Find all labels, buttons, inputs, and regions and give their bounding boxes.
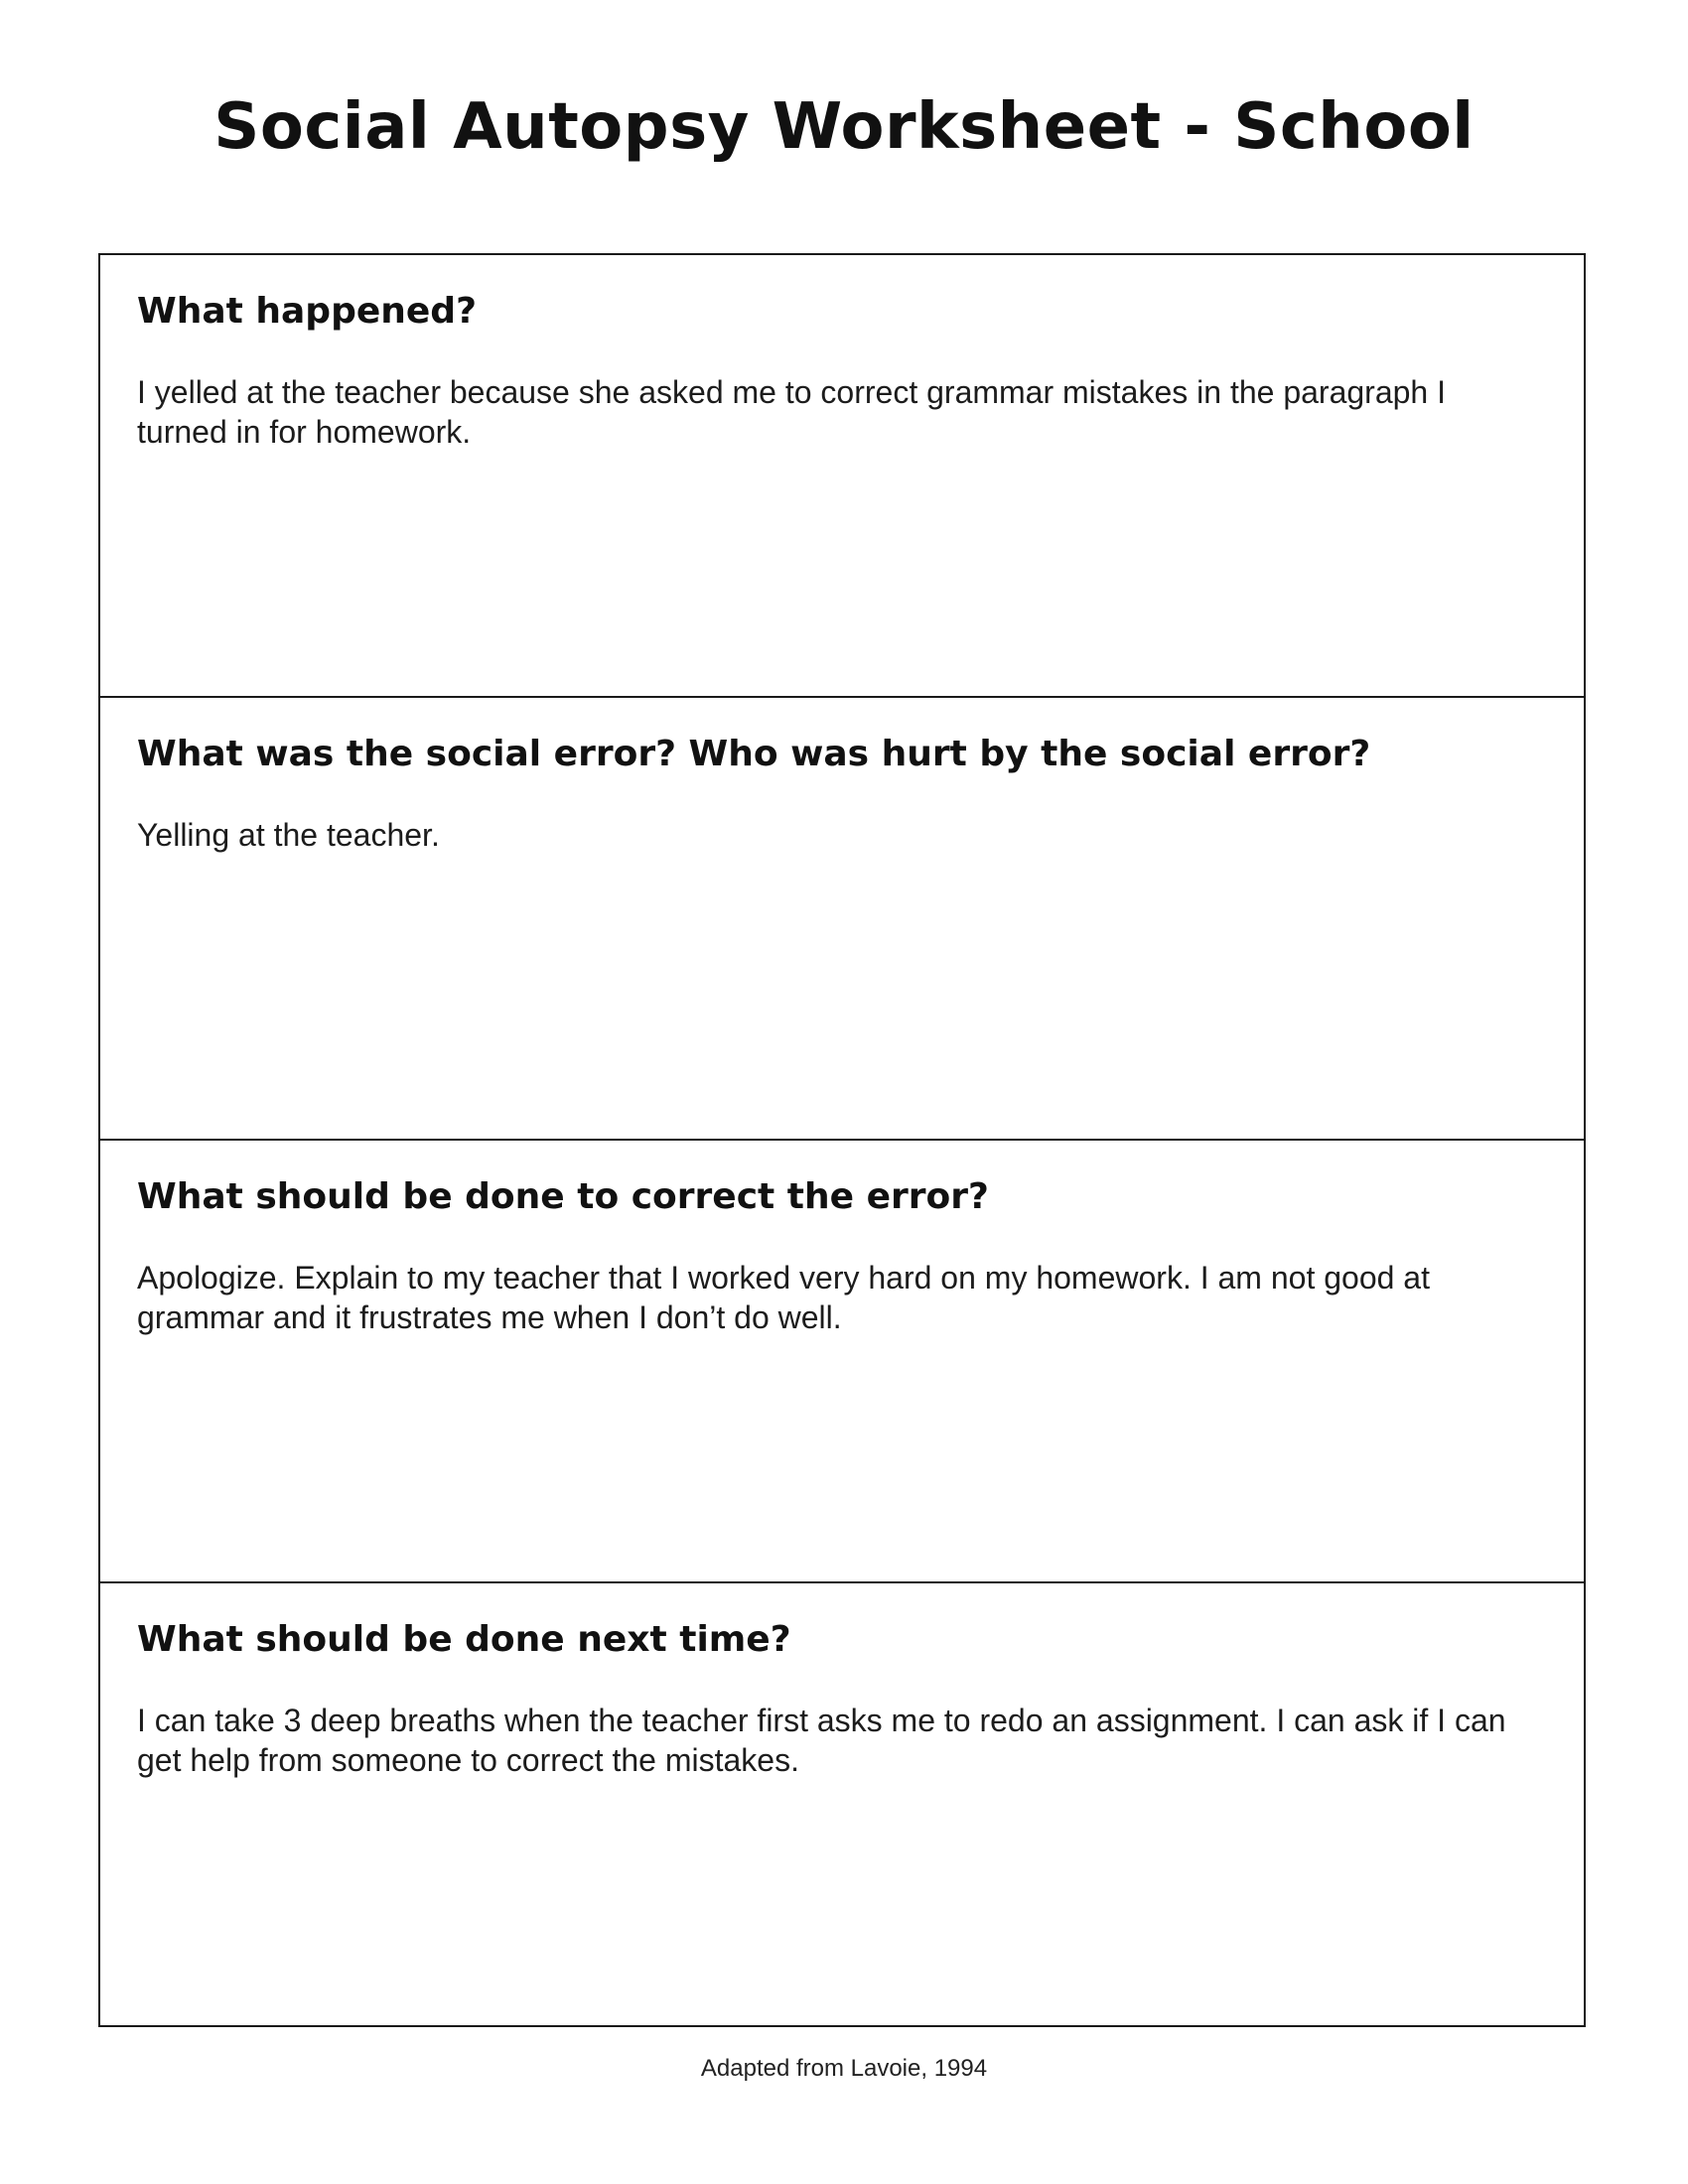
section-next-time xyxy=(100,1583,1584,2026)
question-heading: What happened? xyxy=(137,291,477,332)
answer-text: I can take 3 deep breaths when the teacher first asks me to redo an assignment. I can ask if I can get help from someone to correct the mistakes. xyxy=(137,1703,1506,1778)
question-heading: What should be done next time? xyxy=(137,1619,791,1660)
question-heading: What should be done to correct the error? xyxy=(137,1176,989,1217)
page-title: Social Autopsy Worksheet - School xyxy=(213,90,1475,164)
citation-footer: Adapted from Lavoie, 1994 xyxy=(700,2055,988,2082)
section-what-happened xyxy=(100,255,1584,698)
question-heading: What was the social error? Who was hurt by the social error? xyxy=(137,734,1371,774)
answer-text: I yelled at the teacher because she asked me to correct grammar mistakes in the paragraph I turned in for homework. xyxy=(137,374,1446,450)
section-social-error xyxy=(100,698,1584,1141)
worksheet-table xyxy=(98,253,1586,2027)
answer-text: Apologize. Explain to my teacher that I worked very hard on my homework. I am not good at grammar and it frustrates me when I don’t do well. xyxy=(137,1260,1430,1335)
answer-text: Yelling at the teacher. xyxy=(137,817,440,853)
section-correct-error xyxy=(100,1141,1584,1583)
